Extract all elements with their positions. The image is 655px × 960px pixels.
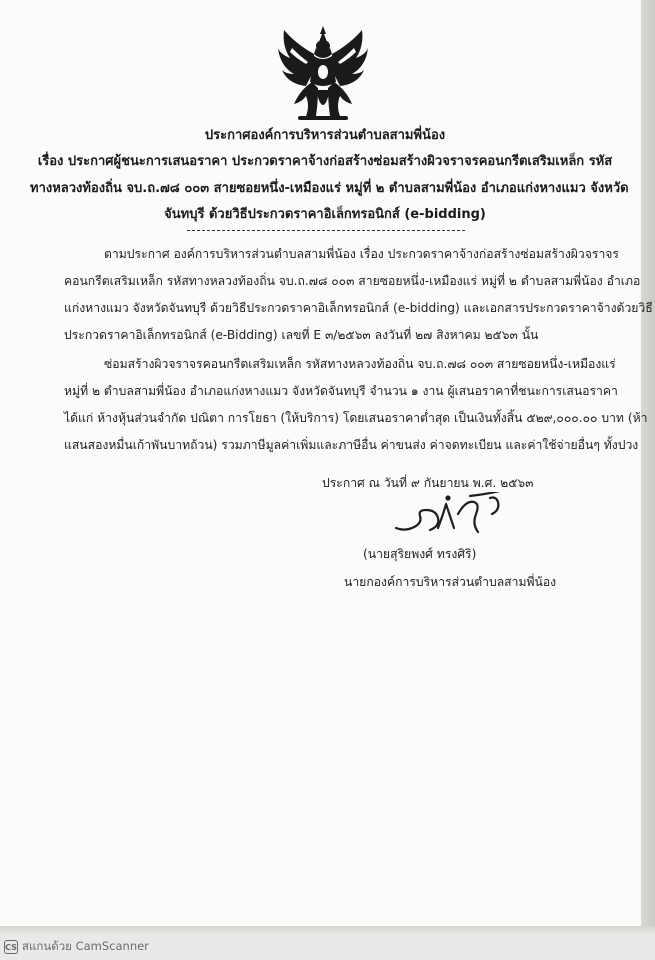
body-line-3: แก่งหางแมว จังหวัดจันทบุรี ด้วยวิธีประกวดราคาอิเล็กทรอนิกส์ (e-bidding) และเอกสารประกวดราคาจ้างด้วยวิธี — [64, 301, 653, 315]
subject-line-3: จันทบุรี ด้วยวิธีประกวดราคาอิเล็กทรอนิกส์ (e-bidding) — [164, 207, 486, 222]
camscanner-footer — [4, 938, 149, 956]
body-line-2: คอนกรีตเสริมเหล็ก รหัสทางหลวงท้องถิ่น จบ.ถ.๗๘ ๐๐๓ สายซอยหนึ่ง-เหมืองแร่ หมู่ที่ ๒ ตำบลสามพี่น้อง อำเภอ — [64, 274, 641, 288]
signatory-position: นายกองค์การบริหารส่วนตำบลสามพี่น้อง — [344, 575, 557, 589]
body-line-4: ประกวดราคาอิเล็กทรอนิกส์ (e-Bidding) เลขที่ E ๓/๒๕๖๓ ลงวันที่ ๒๗ สิงหาคม ๒๕๖๓ นั้น — [64, 328, 539, 342]
subject-line-2: ทางหลวงท้องถิ่น จบ.ถ.๗๘ ๐๐๓ สายซอยหนึ่ง-เหมืองแร่ หมู่ที่ ๒ ตำบลสามพี่น้อง อำเภอแก่งหางแมว จังหวัด — [30, 181, 629, 196]
announcement-date: ประกาศ ณ วันที่ ๙ กันยายน พ.ศ. ๒๕๖๓ — [322, 476, 534, 490]
body-line-1: ตามประกาศ องค์การบริหารส่วนตำบลสามพี่น้อง เรื่อง ประกวดราคาจ้างก่อสร้างซ่อมสร้างผิวจราจร — [104, 247, 619, 261]
header-divider — [187, 230, 465, 231]
camscanner-text: สแกนด้วย CamScanner — [22, 939, 149, 953]
camscanner-logo-icon: CS — [4, 940, 18, 954]
page-edge-shadow — [641, 0, 655, 932]
body-line-5: ซ่อมสร้างผิวจราจรคอนกรีตเสริมเหล็ก รหัสทางหลวงท้องถิ่น จบ.ถ.๗๘ ๐๐๓ สายซอยหนึ่ง-เหมืองแร่ — [104, 357, 616, 371]
body-line-6: หมู่ที่ ๒ ตำบลสามพี่น้อง อำเภอแก่งหางแมว จังหวัดจันทบุรี จำนวน ๑ งาน ผู้เสนอราคาที่ชนะการเสนอราคา — [64, 384, 618, 398]
body-line-8: แสนสองหมื่นเก้าพันบาทถ้วน) รวมภาษีมูลค่าเพิ่มและภาษีอื่น ค่าขนส่ง ค่าจดทะเบียน และค่าใช้จ่ายอื่นๆ ทั้งปวง — [64, 438, 639, 452]
handwritten-signature — [392, 492, 510, 540]
announcement-title: ประกาศองค์การบริหารส่วนตำบลสามพี่น้อง — [204, 128, 446, 143]
signatory-name: (นายสุริยพงศ์ ทรงศิริ) — [363, 547, 477, 561]
body-line-7: ได้แก่ ห้างหุ้นส่วนจำกัด ปณิตา การโยธา (ให้บริการ) โดยเสนอราคาต่ำสุด เป็นเงินทั้งสิ้น ๕๒๙,๐๐๐.๐๐ บาท (ห้า — [64, 411, 648, 425]
subject-line-1: เรื่อง ประกาศผู้ชนะการเสนอราคา ประกวดราคาจ้างก่อสร้างซ่อมสร้างผิวจราจรคอนกรีตเสริมเหล็ก รหัส — [37, 154, 613, 169]
garuda-emblem-icon — [276, 24, 370, 122]
page-bottom-shadow — [0, 926, 655, 936]
